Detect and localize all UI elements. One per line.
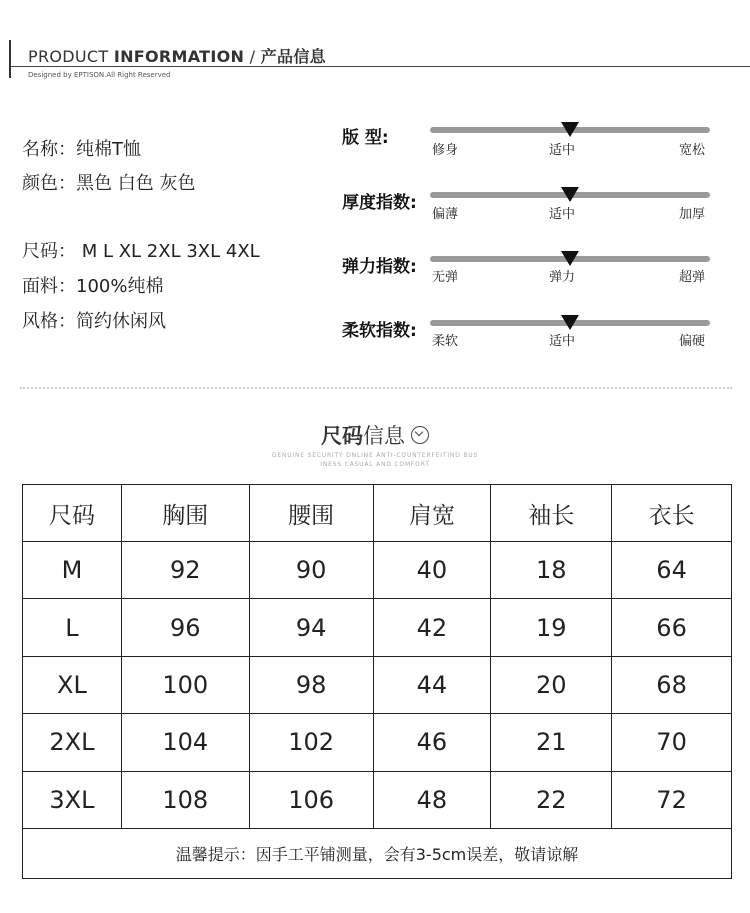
scale-option-low: 偏薄 (432, 207, 459, 222)
table-cell: 104 (121, 714, 249, 771)
product-name: 名称：纯棉T恤 (22, 139, 141, 160)
table-cell: XL (23, 656, 122, 713)
table-cell: 64 (612, 542, 732, 599)
table-cell: 94 (249, 599, 373, 656)
table-row (23, 599, 732, 656)
table-note: 温馨提示：因手工平铺测量，会有3-5cm误差，敬请谅解 (23, 828, 732, 878)
table-cell: 2XL (23, 714, 122, 771)
product-sizes: 尺码： M L XL 2XL 3XL 4XL (22, 241, 260, 262)
scale-option-high: 偏硬 (679, 334, 706, 349)
title-en-light: PRODUCT (28, 47, 114, 66)
scale-option-low: 无弹 (432, 270, 459, 285)
table-cell: 20 (491, 656, 612, 713)
table-cell: 48 (373, 771, 491, 828)
scale-option-high: 加厚 (679, 207, 706, 222)
table-cell: 102 (249, 714, 373, 771)
title-cn: 产品信息 (260, 47, 326, 66)
table-cell: 68 (612, 656, 732, 713)
table-header-cell: 衣长 (612, 485, 732, 542)
table-cell: 42 (373, 599, 491, 656)
scale-option-high: 宽松 (679, 143, 706, 158)
table-row (23, 542, 732, 599)
scale-option-low: 修身 (432, 143, 459, 158)
scale-option-mid: 适中 (549, 143, 576, 158)
table-cell: 40 (373, 542, 491, 599)
size-title-rest: 信息 (363, 424, 405, 448)
table-cell: M (23, 542, 122, 599)
scale-option-high: 超弹 (679, 270, 706, 285)
header-accent-bar (9, 40, 11, 78)
table-note-row (23, 828, 732, 878)
scale-marker-icon (561, 251, 579, 266)
header-divider (11, 66, 750, 67)
product-color: 颜色：黑色 白色 灰色 (22, 173, 196, 194)
table-row (23, 714, 732, 771)
table-cell: 70 (612, 714, 732, 771)
table-header-cell: 尺码 (23, 485, 122, 542)
table-cell: 19 (491, 599, 612, 656)
table-header-cell: 胸围 (121, 485, 249, 542)
table-cell: 22 (491, 771, 612, 828)
table-cell: L (23, 599, 122, 656)
scale-label: 弹力指数: (342, 257, 417, 277)
size-section-title (0, 420, 750, 450)
size-section-subtitle-2: INESS CASUAL AND COMFORT (320, 461, 430, 468)
title-en-bold: INFORMATION (113, 47, 245, 66)
header-subtitle: Designed by EPTISON.All Right Reserved (28, 71, 171, 79)
chevron-down-circle-icon (411, 426, 429, 444)
table-cell: 100 (121, 656, 249, 713)
scale-marker-icon (561, 187, 579, 202)
table-cell: 98 (249, 656, 373, 713)
scale-marker-icon (561, 315, 579, 330)
size-table (22, 484, 732, 879)
table-cell: 44 (373, 656, 491, 713)
table-cell: 3XL (23, 771, 122, 828)
table-row (23, 771, 732, 828)
table-header-cell: 肩宽 (373, 485, 491, 542)
table-row (23, 656, 732, 713)
table-cell: 66 (612, 599, 732, 656)
table-cell: 18 (491, 542, 612, 599)
page-title (28, 44, 326, 67)
table-cell: 92 (121, 542, 249, 599)
table-cell: 96 (121, 599, 249, 656)
scale-option-mid: 适中 (549, 207, 576, 222)
title-separator: / (244, 47, 261, 66)
table-cell: 72 (612, 771, 732, 828)
table-header-row (23, 485, 732, 542)
scale-label: 厚度指数: (342, 193, 417, 213)
size-section-subtitle-1: GENUINE SECURITY ONLINE ANTI-COUNTERFEITING BUS (271, 452, 479, 459)
scale-label: 版 型: (342, 128, 389, 148)
scale-label: 柔软指数: (342, 321, 417, 341)
table-header-cell: 袖长 (491, 485, 612, 542)
product-style: 风格：简约休闲风 (22, 311, 166, 332)
scale-option-low: 柔软 (432, 334, 459, 349)
table-cell: 90 (249, 542, 373, 599)
scale-option-mid: 弹力 (549, 270, 576, 285)
table-header-cell: 腰围 (249, 485, 373, 542)
scale-option-mid: 适中 (549, 334, 576, 349)
table-cell: 21 (491, 714, 612, 771)
table-cell: 106 (249, 771, 373, 828)
size-title-bold: 尺码 (321, 424, 363, 448)
product-material: 面料：100%纯棉 (22, 276, 164, 297)
table-cell: 108 (121, 771, 249, 828)
scale-marker-icon (561, 122, 579, 137)
section-divider (20, 387, 732, 389)
table-cell: 46 (373, 714, 491, 771)
